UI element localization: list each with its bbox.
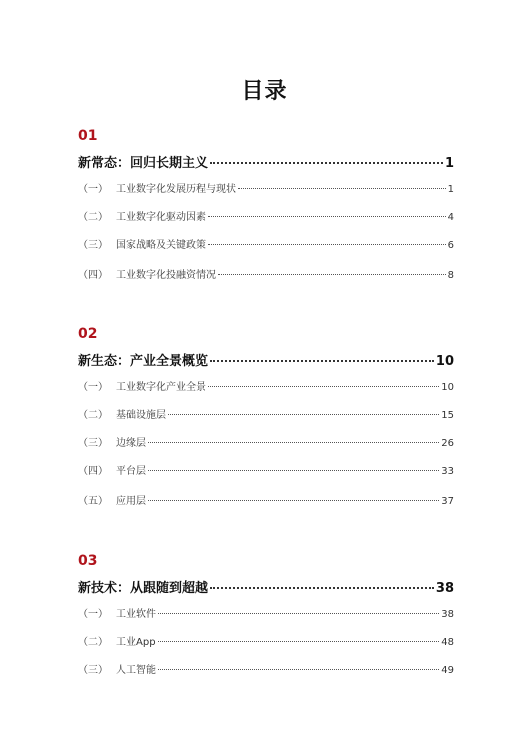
- section-number: 02: [78, 326, 98, 342]
- chapter-page-number: 38: [435, 581, 454, 596]
- item-page-number: 26: [441, 438, 454, 449]
- toc-item[interactable]: [78, 494, 454, 510]
- item-index: （二）: [78, 410, 108, 421]
- toc-section-02: [78, 324, 454, 510]
- dot-leader: [148, 470, 439, 471]
- item-index: （三）: [78, 665, 108, 676]
- item-title: 平台层: [116, 466, 146, 477]
- toc-item[interactable]: [78, 436, 454, 452]
- chapter-page-number: 1: [444, 156, 454, 171]
- toc-item[interactable]: [78, 408, 454, 424]
- chapter-page-number: 10: [435, 354, 454, 369]
- dot-leader: [158, 613, 439, 614]
- chapter-entry[interactable]: [78, 154, 454, 174]
- item-page-number: 38: [441, 609, 454, 620]
- dot-leader: [158, 641, 440, 642]
- toc-item[interactable]: [78, 238, 454, 254]
- toc-item[interactable]: [78, 210, 454, 226]
- item-index: （二）: [78, 637, 108, 648]
- toc-item[interactable]: [78, 380, 454, 396]
- item-index: （一）: [78, 609, 108, 620]
- toc-section-03: [78, 551, 454, 679]
- item-page-number: 48: [441, 637, 454, 648]
- item-title: 人工智能: [116, 665, 156, 676]
- item-title: 工业数字化投融资情况: [116, 270, 216, 281]
- item-title: 工业数字化驱动因素: [116, 212, 206, 223]
- dot-leader: [158, 669, 439, 670]
- item-index: （三）: [78, 240, 108, 251]
- item-title: 国家战略及关键政策: [116, 240, 206, 251]
- dot-leader: [208, 244, 446, 245]
- toc-section-01: [78, 126, 454, 284]
- dot-leader: [210, 360, 434, 362]
- chapter-title: 新生态：产业全景概览: [78, 354, 209, 369]
- dot-leader: [208, 216, 446, 217]
- item-index: （三）: [78, 438, 108, 449]
- dot-leader: [148, 442, 439, 443]
- dot-leader: [218, 274, 446, 275]
- item-page-number: 15: [441, 410, 454, 421]
- item-page-number: 6: [447, 240, 454, 251]
- item-title: 基础设施层: [116, 410, 166, 421]
- item-page-number: 1: [447, 184, 454, 195]
- dot-leader: [210, 162, 443, 164]
- chapter-title: 新技术：从跟随到超越: [78, 581, 209, 596]
- chapter-title: 新常态：回归长期主义: [78, 156, 209, 171]
- item-index: （四）: [78, 270, 108, 281]
- toc-item[interactable]: [78, 268, 454, 284]
- item-title: 边缘层: [116, 438, 146, 449]
- chapter-entry[interactable]: [78, 579, 454, 599]
- item-index: （四）: [78, 466, 108, 477]
- item-title: 工业软件: [116, 609, 156, 620]
- toc-item[interactable]: [78, 182, 454, 198]
- item-page-number: 49: [441, 665, 454, 676]
- item-page-number: 37: [441, 496, 454, 507]
- toc-item[interactable]: [78, 607, 454, 623]
- page-title: 目录: [241, 79, 288, 104]
- item-page-number: 8: [447, 270, 454, 281]
- dot-leader: [168, 414, 439, 415]
- dot-leader: [148, 500, 439, 501]
- item-index: （五）: [78, 496, 108, 507]
- dot-leader: [238, 188, 446, 189]
- item-title: 应用层: [116, 496, 146, 507]
- toc-item[interactable]: [78, 663, 454, 679]
- toc-item[interactable]: [78, 464, 454, 480]
- item-title: 工业数字化产业全景: [116, 382, 206, 393]
- section-number: 01: [78, 128, 98, 144]
- item-page-number: 4: [447, 212, 454, 223]
- item-title: 工业App: [116, 637, 156, 648]
- toc-item[interactable]: [78, 635, 454, 651]
- chapter-entry[interactable]: [78, 352, 454, 372]
- item-index: （一）: [78, 382, 108, 393]
- item-index: （一）: [78, 184, 108, 195]
- item-title: 工业数字化发展历程与现状: [116, 184, 236, 195]
- dot-leader: [208, 386, 439, 387]
- dot-leader: [210, 587, 434, 589]
- section-number: 03: [78, 553, 98, 569]
- item-page-number: 10: [441, 382, 454, 393]
- item-index: （二）: [78, 212, 108, 223]
- item-page-number: 33: [441, 466, 454, 477]
